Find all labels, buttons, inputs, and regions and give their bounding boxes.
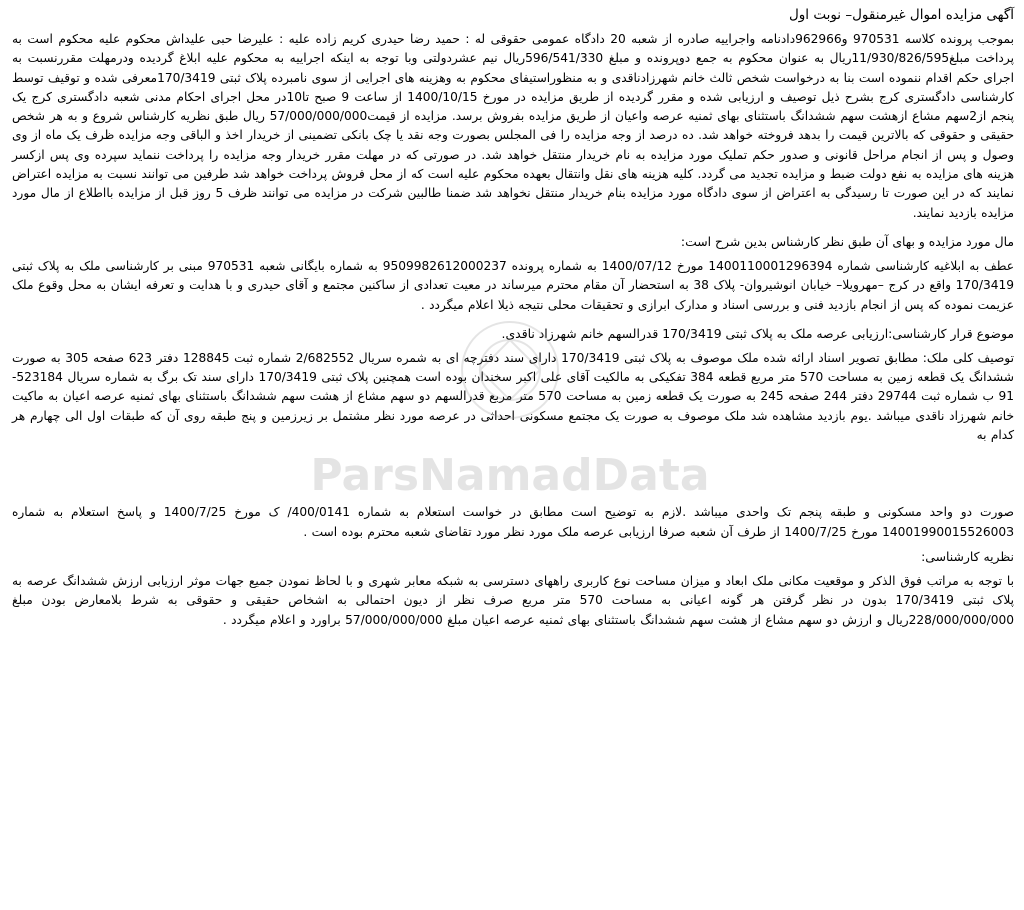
reference-paragraph: عطف به ابلاغیه کارشناسی شماره 1400110001296394 مورخ 1400/07/12 به شماره پرونده 9509982612000237 به شماره بایگانی شعبه 970531 مبنی بر کارشناسی ملک به پلاک ثبتی 170/3419 واقع در کرج –مهرویلا– خیابان انوشیروان- پلاک 38 به استحضار آن مقام محترم میرساند در معیت تعدادی از ساکنین مجتمع و آقای حیدری و با هدایت و تعرفه ایشان به محل وقوع ملک عزیمت نموده که پس از انجام بازدید فنی و بررسی اسناد و مدارک ابرازی و تحقیقات محلی نتیجه ذیلا اعلام میگردد . [12,258,1015,312]
subject-line: موضوع قرار کارشناسی:ارزیابی عرصه ملک به پلاک ثبتی 170/3419 قدرالسهم خانم شهرزاد ناقدی. [501,325,1014,341]
notice-title: آگهی مزایده اموال غیرمنقول– نوبت اول [788,7,1014,23]
opinion-paragraph: با توجه به مراتب فوق الذکر و موقعیت مکانی ملک ابعاد و میزان مساحت نوع کاربری راههای دسترسی به شبکه معابر شهری و با لحاظ نمودن جمیع جهات موثر ارزیابی ارزش ششدانگ عرصه به پلاک ثبتی 170/3419 بدون در نظر گرفتن هر گونه اعیانی به مساحت 570 متر مربع صرف نظر از دیون احتمالی به اشخاص حقیقی و حقوقی به شرط بلامعارض بودن مبلغ 228/000/000/000ریال و ارزش دو سهم مشاع از هشت سهم ششدانگ باستثنای بهای ثمنیه عرصه اعیان مبلغ 57/000/000/000 براورد و اعلام میگردد . [12,573,1015,627]
watermark-text: ParsNamadData [310,450,710,501]
intro-paragraph: بموجب پرونده کلاسه 970531 و962966دادنامه واجراییه صادره از شعبه 20 دادگاه عمومی حقوقی له : حمید رضا حیدری کریم زاده علیه : علیرضا حبی علیداش محکوم علیه محکوم است به پرداخت مبلغ11/930/826/595ریال به عنوان محکوم به جمع دوپرونده و مبلغ 596/541/330ریال نیم عشردولتی وبا توجه به اینکه اجراییه به محکوم علیه ابلاغ گردیده ودرمهلت مقررنسبت به اجرای حکم اقدام ننموده است بنا به درخواست شخص ثالث خانم شهرزادناقدی و به منظوراستیفای محکوم به وهزینه های اجرایی از سوی نامبرده پلاک ثبتی 170/3419معرفی شده و توقیف توسط کارشناسی دادگستری کرج بشرح ذیل توصیف و ارزیابی شده و مقرر گردیده از طریق مزایده در مورخ 1400/10/15 از ساعت 9 صبح تا10در محل اجرای احکام مدنی شعبه دادگستری کرج یک پنجم از2سهم مشاع ازهشت سهم ششدانگ باستثنای بهای ثمنیه عرصه واعیان از طریق مزایده بفروش برسد. مزایده از قیمت57/000/000/000 ریال طبق نظریه کارشناس شروع و به هر شخص حقیقی و حقوقی که بالاترین قیمت را بدهد فروخته خواهد شد. ده درصد از وجه مزایده را فی المجلس بصورت وجه نقد یا چک بانکی تضمینی از خریدار اخذ و الباقی وجه مزایده ظرف یک ماه از وی وصول و پس از انجام مراحل قانونی و صدور حکم تملیک مورد مزایده به نام خریدار منتقل خواهد شد. در صورتی که در مهلت مقرر خریدار وجه مزایده را پرداخت ننماید سپرده وی پس ازکسر هزینه های مزایده به نفع دولت ضبط و مزایده تجدید می گردد. کلیه هزینه های نقل وانتقال بعهده محکوم علیه است که از محل فروش پرداخت خواهد شد طرفین می توانند نسبت به مزایده اعتراض نمایند که در این صورت تا رسیدگی به اعتراض از سوی دادگاه مورد مزایده بنام خریدار منتقل نخواهد شد ضمنا طالبین شرکت در مزایده می توانند ظرف 5 روز قبل از مزایده بااطلاع از مال مورد مزایده بازدید نمایند. [12,32,1015,220]
continuation-paragraph: صورت دو واحد مسکونی و طبقه پنجم تک واحدی میباشد .لازم به توضیح است مطابق در خواست استعلام به شماره 400/0141/ ک مورخ 1400/7/25 و پاسخ استعلام به شماره 1400199001552600З مورخ 1400/7/25 از طرف آن شعبه صرفا ارزیابی عرصه ملک مورد نظر مورد تقاضای شعبه محترم بوده است . [12,505,1014,539]
property-heading: مال مورد مزایده و بهای آن طبق نظر کارشناس بدین شرح است: [680,233,1014,249]
general-description-paragraph: توصیف کلی ملک: مطابق تصویر اسناد ارائه شده ملک موصوف به پلاک ثبتی 170/3419 دارای سند دفترچه ای به شمره سریال 2/682552 شماره ثبت 128845 دفتر 623 صفحه 305 به صورت ششدانگ یک قطعه زمین به مساحت 570 متر مربع قطعه 384 تفکیکی به مالکیت آقای علی اکبر سخندان بوده است همچنین پلاک ثبتی 170/3419 دارای سند تک برگ به شماره سریال 523184-91 ب شماره ثبت 29744 دفتر 244 صفحه 245 به صورت یک قطعه زمین به مساحت 570 متر مربع قدرالسهم دو سهم مشاع از هشت سهم ششدانگ باستثنای بهای ثمنیه عرصه اعیان به ماکیت خانم شهرزاد ناقدی میباشد .یوم بازدید مشاهده شد ملک موصوف به صورت یک مجتمع مسکونی احداثی در عرصه مورد نظر مشتمل بر زیرزمین و پنج طبقه روی آن که طبقات اول الی چهارم هر کدام به [12,350,1015,443]
opinion-heading: نظریه کارشناسی: [921,548,1014,564]
